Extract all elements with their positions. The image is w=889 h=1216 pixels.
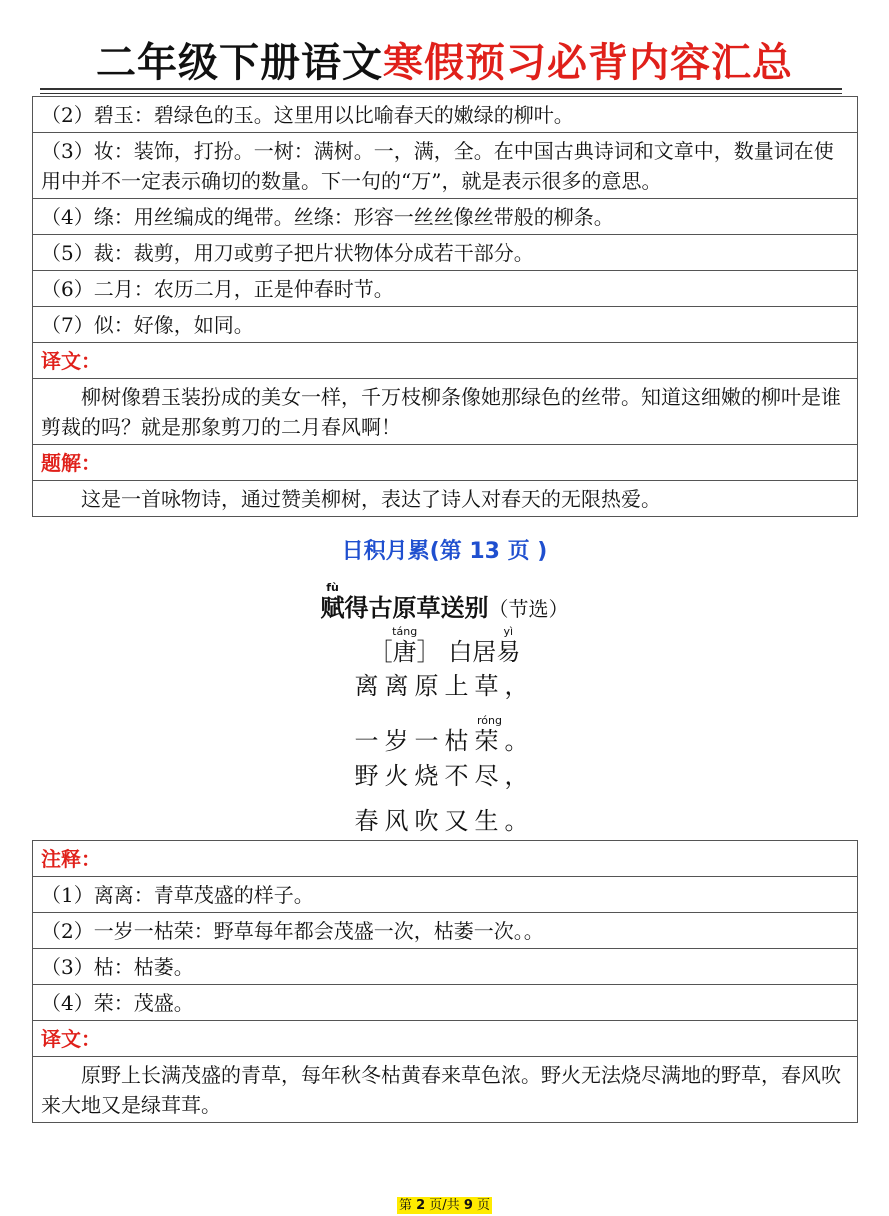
note2-1: （1）离离：青草茂盛的样子。 [33, 877, 858, 913]
notes-table-2 [32, 840, 858, 1123]
section-subtitle: 日积月累(第 13 页 ) [341, 539, 548, 564]
line2-ruby: 荣róng [474, 714, 505, 755]
poem-title [0, 582, 889, 627]
notes-table-1 [32, 96, 858, 517]
note2-4: （4）荣：茂盛。 [33, 985, 858, 1021]
poem-line-3: 野火烧不尽， [354, 762, 535, 790]
page-title-black: 二年级下册语文 [96, 40, 383, 86]
note-2: （2）碧玉：碧绿色的玉。这里用以比喻春天的嫩绿的柳叶。 [33, 97, 858, 133]
translation-label-1: 译文： [33, 343, 858, 379]
header-rule-thick [40, 88, 842, 90]
note-4: （4）绦：用丝编成的绳带。丝绦：形容一丝丝像丝带般的柳条。 [33, 199, 858, 235]
note-5: （5）裁：裁剪，用刀或剪子把片状物体分成若干部分。 [33, 235, 858, 271]
theme-label: 题解： [33, 445, 858, 481]
poem-title-ruby: 赋fù [320, 581, 345, 622]
note2-3: （3）枯：枯萎。 [33, 949, 858, 985]
note-3: （3）妆：装饰，打扮。一树：满树。一，满，全。在中国古典诗词和文章中，数量词在使用中并不一定表示确切的数量。下一句的“万”，就是表示很多的意思。 [33, 133, 858, 199]
poem-title-note: （节选） [488, 597, 569, 621]
header-rule-thin [40, 93, 842, 94]
poem-author: ［唐táng］ 白居易yì [368, 625, 521, 666]
total-pages: 9 [463, 1198, 473, 1213]
theme-text: 这是一首咏物诗，通过赞美柳树，表达了诗人对春天的无限热爱。 [33, 481, 858, 517]
poem-line-4: 春风吹又生。 [354, 807, 535, 835]
note-6: （6）二月：农历二月，正是仲春时节。 [33, 271, 858, 307]
translation-text-2: 原野上长满茂盛的青草，每年秋冬枯黄春来草色浓。野火无法烧尽满地的野草，春风吹来大地又是绿茸茸。 [33, 1057, 858, 1123]
note-7: （7）似：好像，如同。 [33, 307, 858, 343]
notes-label: 注释： [33, 841, 858, 877]
author-ruby: 易yì [496, 625, 521, 666]
poem-line-1: 离离原上草， [354, 672, 535, 700]
note2-2: （2）一岁一枯荣：野草每年都会茂盛一次，枯萎一次。。 [33, 913, 858, 949]
poem-line-2: 一岁一枯荣róng。 [354, 714, 535, 755]
poem-title-rest: 得古原草送别 [344, 594, 489, 622]
page-title-red: 寒假预习必背内容汇总 [383, 40, 793, 86]
translation-text-1: 柳树像碧玉装扮成的美女一样，千万枝柳条像她那绿色的丝带。知道这细嫩的柳叶是谁剪裁的吗？就是那象剪刀的二月春风啊！ [33, 379, 858, 445]
page-number-badge: 第 2 页/共 9 页 [398, 1198, 491, 1213]
translation-label-2: 译文： [33, 1021, 858, 1057]
current-page: 2 [416, 1198, 426, 1213]
page-footer [0, 1194, 889, 1214]
dynasty-ruby: 唐táng [392, 625, 418, 666]
page-title [0, 38, 889, 88]
